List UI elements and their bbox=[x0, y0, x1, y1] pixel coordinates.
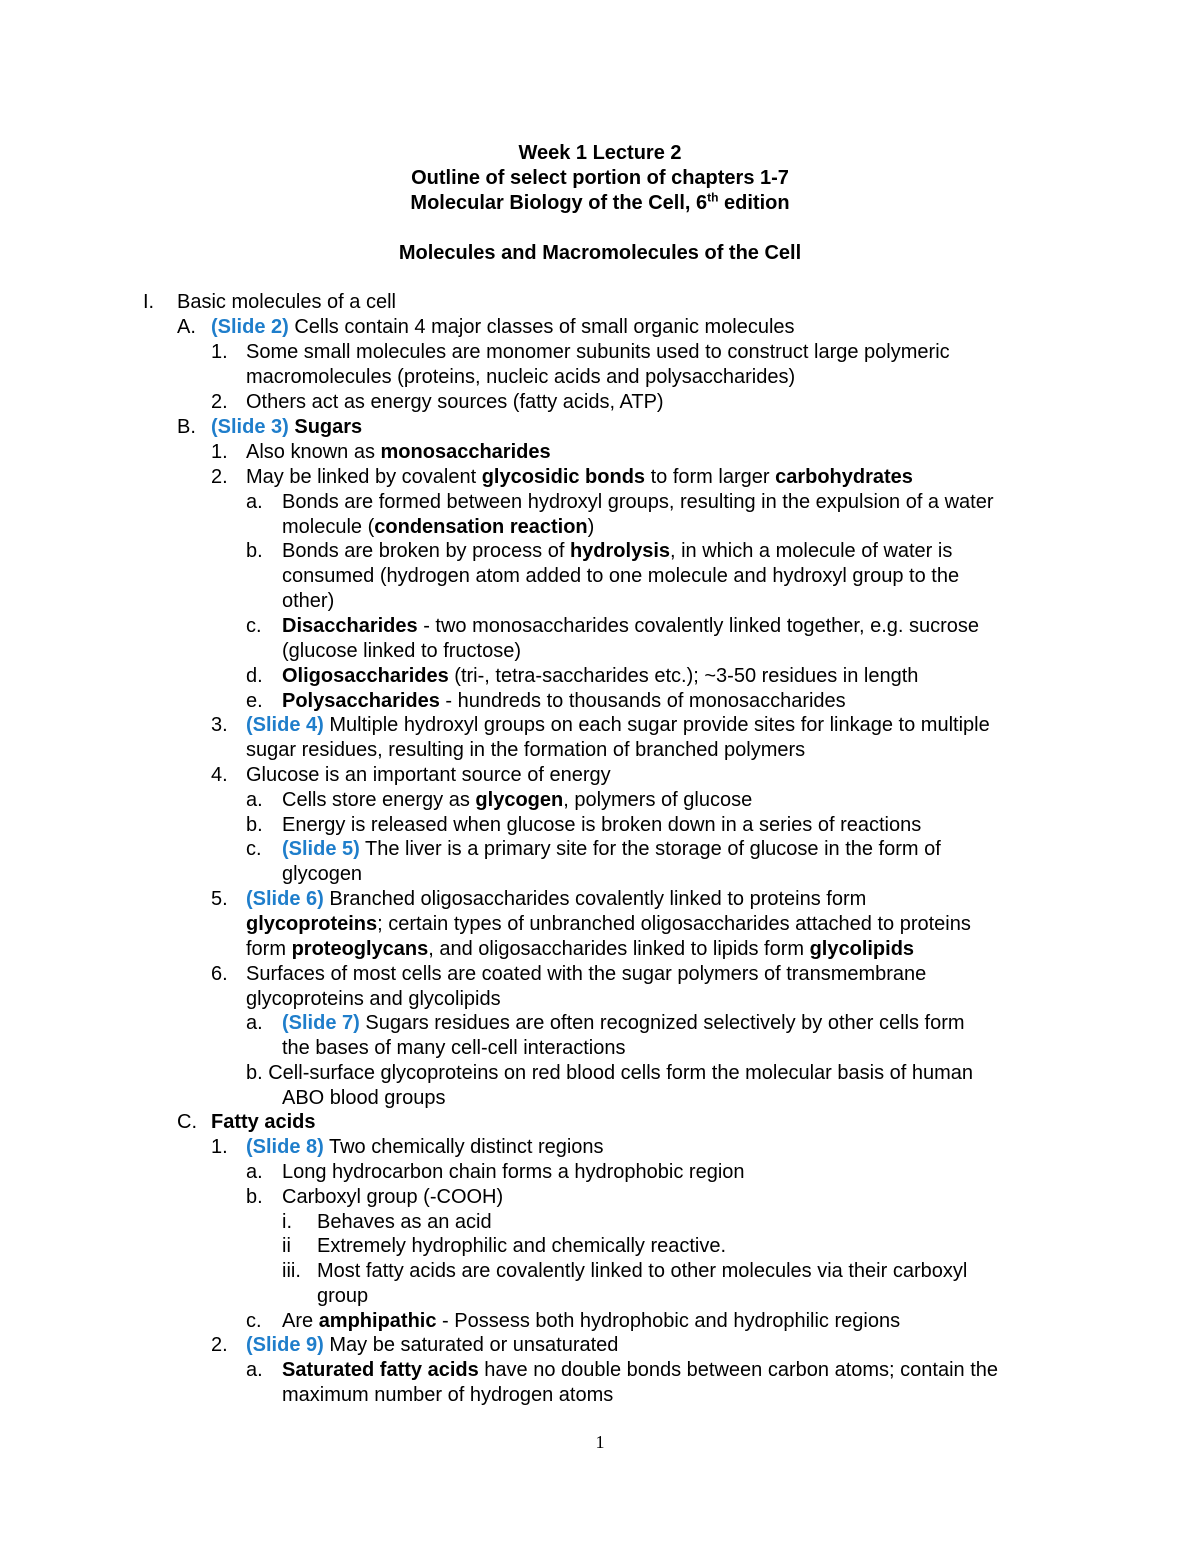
slide-ref: (Slide 5) bbox=[282, 838, 360, 860]
outline-item-B6a: (Slide 7) Sugars residues are often recognized selectively by other cells form bbox=[282, 1012, 965, 1034]
outline-item-C2a-cont: maximum number of hydrogen atoms bbox=[282, 1384, 614, 1406]
slide-ref: (Slide 2) bbox=[211, 316, 289, 338]
section-title: Molecules and Macromolecules of the Cell bbox=[398, 242, 802, 264]
outline-item-B5: (Slide 6) Branched oligosaccharides covalently linked to proteins form bbox=[246, 888, 867, 910]
outline-item-B2c-cont: (glucose linked to fructose) bbox=[282, 640, 522, 662]
outline-marker: b. bbox=[246, 814, 263, 836]
outline-item-C1: (Slide 8) Two chemically distinct regions bbox=[246, 1136, 604, 1158]
slide-ref: (Slide 7) bbox=[282, 1012, 360, 1034]
outline-marker: 2. bbox=[211, 391, 228, 413]
outline-marker: c. bbox=[246, 838, 262, 860]
outline-item-C1a: Long hydrocarbon chain forms a hydrophobic region bbox=[282, 1161, 745, 1183]
outline-item-B2b: Bonds are broken by process of hydrolysis, in which a molecule of water is bbox=[282, 540, 953, 562]
outline-item-B4b: Energy is released when glucose is broken down in a series of reactions bbox=[282, 814, 922, 836]
outline-item-B2: May be linked by covalent glycosidic bonds to form larger carbohydrates bbox=[246, 466, 913, 488]
outline-marker: 5. bbox=[211, 888, 228, 910]
slide-ref: (Slide 3) bbox=[211, 416, 289, 438]
outline-marker: c. bbox=[246, 615, 262, 637]
outline-item-B4a: Cells store energy as glycogen, polymers of glucose bbox=[282, 789, 753, 811]
outline-marker: A. bbox=[177, 316, 196, 338]
outline-item-B4c-cont: glycogen bbox=[282, 863, 363, 885]
outline-item-B3: (Slide 4) Multiple hydroxyl groups on each sugar provide sites for linkage to multiple bbox=[246, 714, 990, 736]
outline-item-B2b-cont: consumed (hydrogen atom added to one molecule and hydroxyl group to the bbox=[282, 565, 960, 587]
outline-marker: ii bbox=[282, 1235, 291, 1257]
outline-marker: 3. bbox=[211, 714, 228, 736]
outline-marker: 2. bbox=[211, 1334, 228, 1356]
outline-item-B2e: Polysaccharides - hundreds to thousands of monosaccharides bbox=[282, 690, 846, 712]
outline-marker: 4. bbox=[211, 764, 228, 786]
outline-item-C1bii: Extremely hydrophilic and chemically reactive. bbox=[317, 1235, 727, 1257]
outline-item-C1b: Carboxyl group (-COOH) bbox=[282, 1186, 504, 1208]
outline-marker: a. bbox=[246, 1359, 263, 1381]
outline-item-C1bi: Behaves as an acid bbox=[317, 1211, 492, 1233]
outline-item-B5-cont: form proteoglycans, and oligosaccharides linked to lipids form glycolipids bbox=[246, 938, 915, 960]
outline-item-B4: Glucose is an important source of energy bbox=[246, 764, 611, 786]
outline-marker: b. bbox=[246, 1186, 263, 1208]
outline-marker: d. bbox=[246, 665, 263, 687]
slide-ref: (Slide 9) bbox=[246, 1334, 324, 1356]
outline-marker: 6. bbox=[211, 963, 228, 985]
outline-item-B: (Slide 3) Sugars bbox=[211, 416, 363, 438]
outline-marker: i. bbox=[282, 1211, 292, 1233]
outline-item-B6b: b. Cell-surface glycoproteins on red blood cells form the molecular basis of human bbox=[246, 1062, 974, 1084]
outline-item-B3-cont: sugar residues, resulting in the formation of branched polymers bbox=[246, 739, 806, 761]
outline-item-B1: Also known as monosaccharides bbox=[246, 441, 551, 463]
outline-item-B2b-cont: other) bbox=[282, 590, 335, 612]
outline-item-C2a: Saturated fatty acids have no double bonds between carbon atoms; contain the bbox=[282, 1359, 998, 1381]
outline-marker: a. bbox=[246, 491, 263, 513]
outline-marker: 1. bbox=[211, 341, 228, 363]
outline-item-B2a: Bonds are formed between hydroxyl groups, resulting in the expulsion of a water bbox=[282, 491, 994, 513]
lecture-subtitle: Outline of select portion of chapters 1-7 bbox=[411, 167, 789, 189]
outline-item-C: Fatty acids bbox=[211, 1111, 316, 1133]
slide-ref: (Slide 8) bbox=[246, 1136, 324, 1158]
outline-item-B5-cont: glycoproteins; certain types of unbranched oligosaccharides attached to proteins bbox=[246, 913, 971, 935]
outline-marker: 1. bbox=[211, 441, 228, 463]
book-title: Molecular Biology of the Cell, 6th edition bbox=[410, 190, 790, 214]
page-number: 1 bbox=[595, 1432, 605, 1452]
outline-marker: 2. bbox=[211, 466, 228, 488]
slide-ref: (Slide 6) bbox=[246, 888, 324, 910]
outline-item-B2a-cont: molecule (condensation reaction) bbox=[282, 516, 595, 538]
slide-ref: (Slide 4) bbox=[246, 714, 324, 736]
outline-item-B4c: (Slide 5) The liver is a primary site for the storage of glucose in the form of bbox=[282, 838, 941, 860]
outline-item-A1: Some small molecules are monomer subunits used to construct large polymeric bbox=[246, 341, 950, 363]
outline-item-B6a-cont: the bases of many cell-cell interactions bbox=[282, 1037, 626, 1059]
outline-marker: B. bbox=[177, 416, 196, 438]
outline-marker: iii. bbox=[282, 1260, 301, 1282]
outline-marker: C. bbox=[177, 1111, 197, 1133]
outline-item-A1-cont: macromolecules (proteins, nucleic acids and polysaccharides) bbox=[246, 366, 796, 388]
outline-item-A: (Slide 2) Cells contain 4 major classes of small organic molecules bbox=[211, 316, 795, 338]
outline-marker: I. bbox=[143, 291, 155, 313]
outline-item-C1c: Are amphipathic - Possess both hydrophobic and hydrophilic regions bbox=[282, 1310, 901, 1332]
outline-item-B6: Surfaces of most cells are coated with the sugar polymers of transmembrane bbox=[246, 963, 927, 985]
outline-item-B2d: Oligosaccharides (tri-, tetra-saccharides etc.); ~3-50 residues in length bbox=[282, 665, 919, 687]
outline-item-B2c: Disaccharides - two monosaccharides covalently linked together, e.g. sucrose bbox=[282, 615, 980, 637]
lecture-title: Week 1 Lecture 2 bbox=[518, 142, 682, 164]
outline-item-C1biii-cont: group bbox=[317, 1285, 369, 1307]
outline-item-I: Basic molecules of a cell bbox=[177, 291, 396, 313]
outline-marker: a. bbox=[246, 1012, 263, 1034]
outline-item-A2: Others act as energy sources (fatty acids, ATP) bbox=[246, 391, 664, 413]
outline-marker: a. bbox=[246, 1161, 263, 1183]
outline-marker: e. bbox=[246, 690, 263, 712]
outline-marker: a. bbox=[246, 789, 263, 811]
outline-marker: 1. bbox=[211, 1136, 228, 1158]
outline-item-C1biii: Most fatty acids are covalently linked to other molecules via their carboxyl bbox=[317, 1260, 968, 1282]
outline-marker: b. bbox=[246, 540, 263, 562]
outline-item-B6-cont: glycoproteins and glycolipids bbox=[246, 988, 501, 1010]
outline-item-C2: (Slide 9) May be saturated or unsaturated bbox=[246, 1334, 619, 1356]
outline-item-B6b-cont: ABO blood groups bbox=[282, 1087, 446, 1109]
outline-marker: c. bbox=[246, 1310, 262, 1332]
